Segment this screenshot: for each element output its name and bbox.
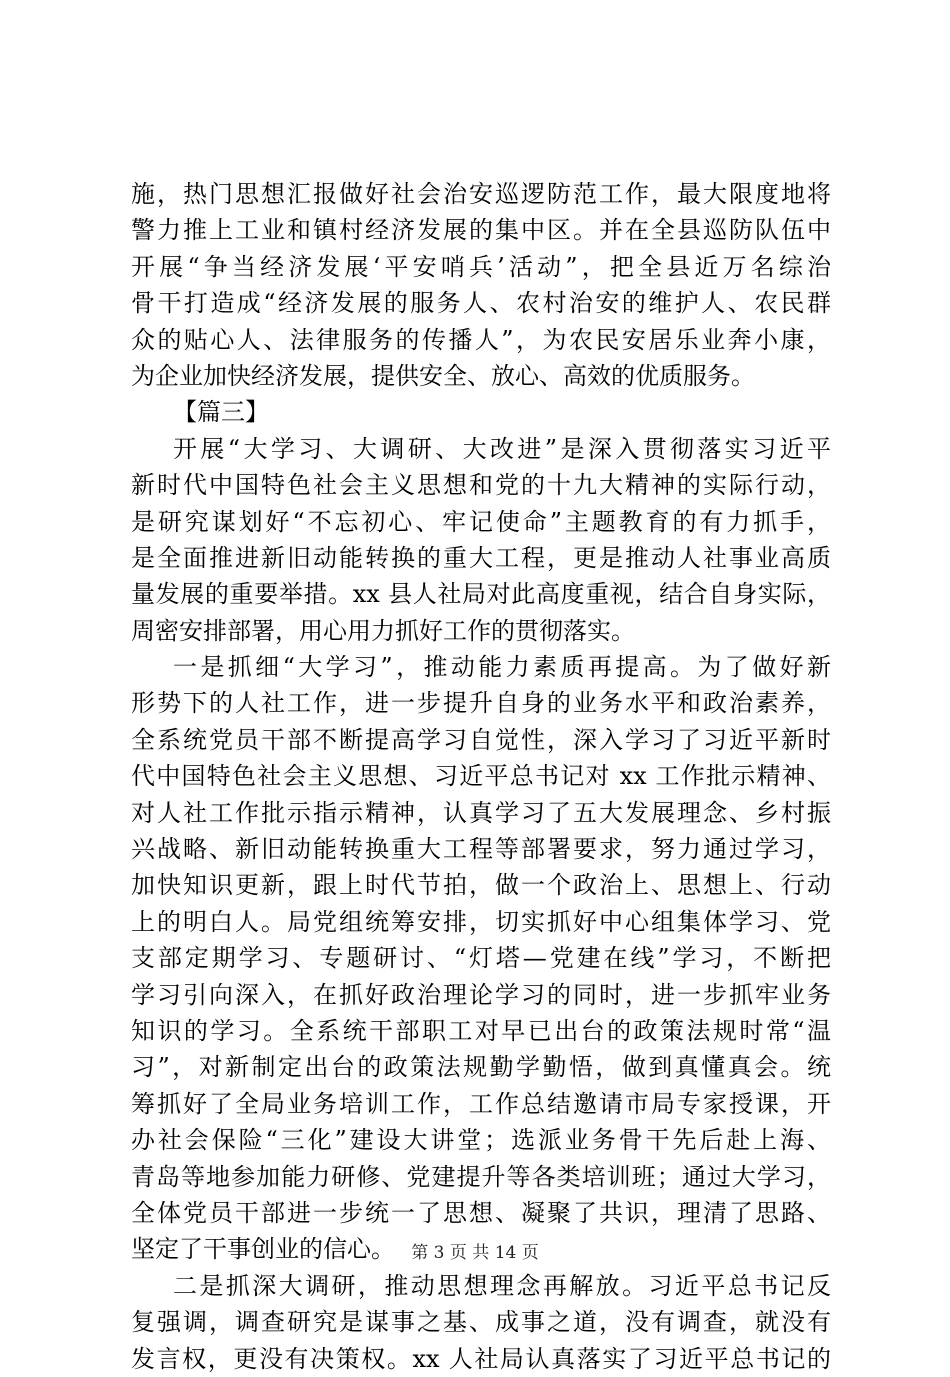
text-line: 复强调，调查研究是谋事之基、成事之道，没有调查，就没有 xyxy=(131,1308,831,1337)
text-line: 坚定了干事创业的信心。 xyxy=(131,1235,395,1264)
body-text xyxy=(131,176,831,1377)
text-line: 量发展的重要举措。xx 县人社局对此高度重视，结合自身实际， xyxy=(131,580,831,609)
text-line: 筹抓好了全局业务培训工作，工作总结邀请市局专家授课，开 xyxy=(131,1089,831,1118)
text-line: 是研究谋划好“不忘初心、牢记使命”主题教育的有力抓手， xyxy=(131,507,831,536)
text-line: 加快知识更新，跟上时代节拍，做一个政治上、思想上、行动 xyxy=(131,871,831,900)
text-line: 知识的学习。全系统干部职工对早已出台的政策法规时常“温 xyxy=(131,1016,831,1045)
page-footer xyxy=(0,1243,950,1263)
text-line: 施，热门思想汇报做好社会治安巡逻防范工作，最大限度地将 xyxy=(131,180,831,208)
text-line: 兴战略、新旧动能转换重大工程等部署要求，努力通过学习， xyxy=(131,835,831,864)
text-line: 形势下的人社工作，进一步提升自身的业务水平和政治素养， xyxy=(131,689,831,718)
text-line: 众的贴心人、法律服务的传播人”，为农民安居乐业奔小康， xyxy=(131,325,831,354)
text-line: 学习引向深入，在抓好政治理论学习的同时，进一步抓牢业务 xyxy=(131,980,831,1009)
text-line: 周密安排部署，用心用力抓好工作的贯彻落实。 xyxy=(131,616,635,645)
text-line: 习”，对新制定出台的政策法规勤学勤悟，做到真懂真会。统 xyxy=(131,1053,831,1082)
text-line: 开展“大学习、大调研、大改进”是深入贯彻落实习近平 xyxy=(173,434,831,463)
text-line: 警力推上工业和镇村经济发展的集中区。并在全县巡防队伍中 xyxy=(131,216,831,245)
text-line: 开展“争当经济发展‘平安哨兵’活动”，把全县近万名综治 xyxy=(131,252,831,281)
text-line: 全系统党员干部不断提高学习自觉性，深入学习了习近平新时 xyxy=(131,725,831,754)
text-line: 全体党员干部进一步统一了思想、凝聚了共识，理清了思路、 xyxy=(131,1198,831,1227)
text-line: 支部定期学习、专题研讨、“灯塔—党建在线”学习，不断把 xyxy=(131,944,831,973)
text-line: 代中国特色社会主义思想、习近平总书记对 xx 工作批示精神、 xyxy=(131,762,831,791)
text-line: 发言权，更没有决策权。xx 人社局认真落实了习近平总书记的 xyxy=(131,1344,831,1373)
section-heading: 【篇三】 xyxy=(173,398,269,427)
text-line: 上的明白人。局党组统筹安排，切实抓好中心组集体学习、党 xyxy=(131,907,831,936)
text-line: 二是抓深大调研，推动思想理念再解放。习近平总书记反 xyxy=(173,1271,831,1300)
text-line: 骨干打造成“经济发展的服务人、农村治安的维护人、农民群 xyxy=(131,289,831,318)
text-line: 是全面推进新旧动能转换的重大工程，更是推动人社事业高质 xyxy=(131,543,831,572)
text-line: 青岛等地参加能力研修、党建提升等各类培训班；通过大学习， xyxy=(131,1162,831,1191)
page-number: 第 3 页 共 14 页 xyxy=(411,1243,539,1263)
text-line: 新时代中国特色社会主义思想和党的十九大精神的实际行动， xyxy=(131,471,831,500)
text-line: 对人社工作批示指示精神，认真学习了五大发展理念、乡村振 xyxy=(131,798,831,827)
text-line: 办社会保险“三化”建设大讲堂；选派业务骨干先后赴上海、 xyxy=(131,1126,831,1155)
text-line: 为企业加快经济发展，提供安全、放心、高效的优质服务。 xyxy=(131,361,755,390)
text-line: 一是抓细“大学习”，推动能力素质再提高。为了做好新 xyxy=(173,653,831,682)
